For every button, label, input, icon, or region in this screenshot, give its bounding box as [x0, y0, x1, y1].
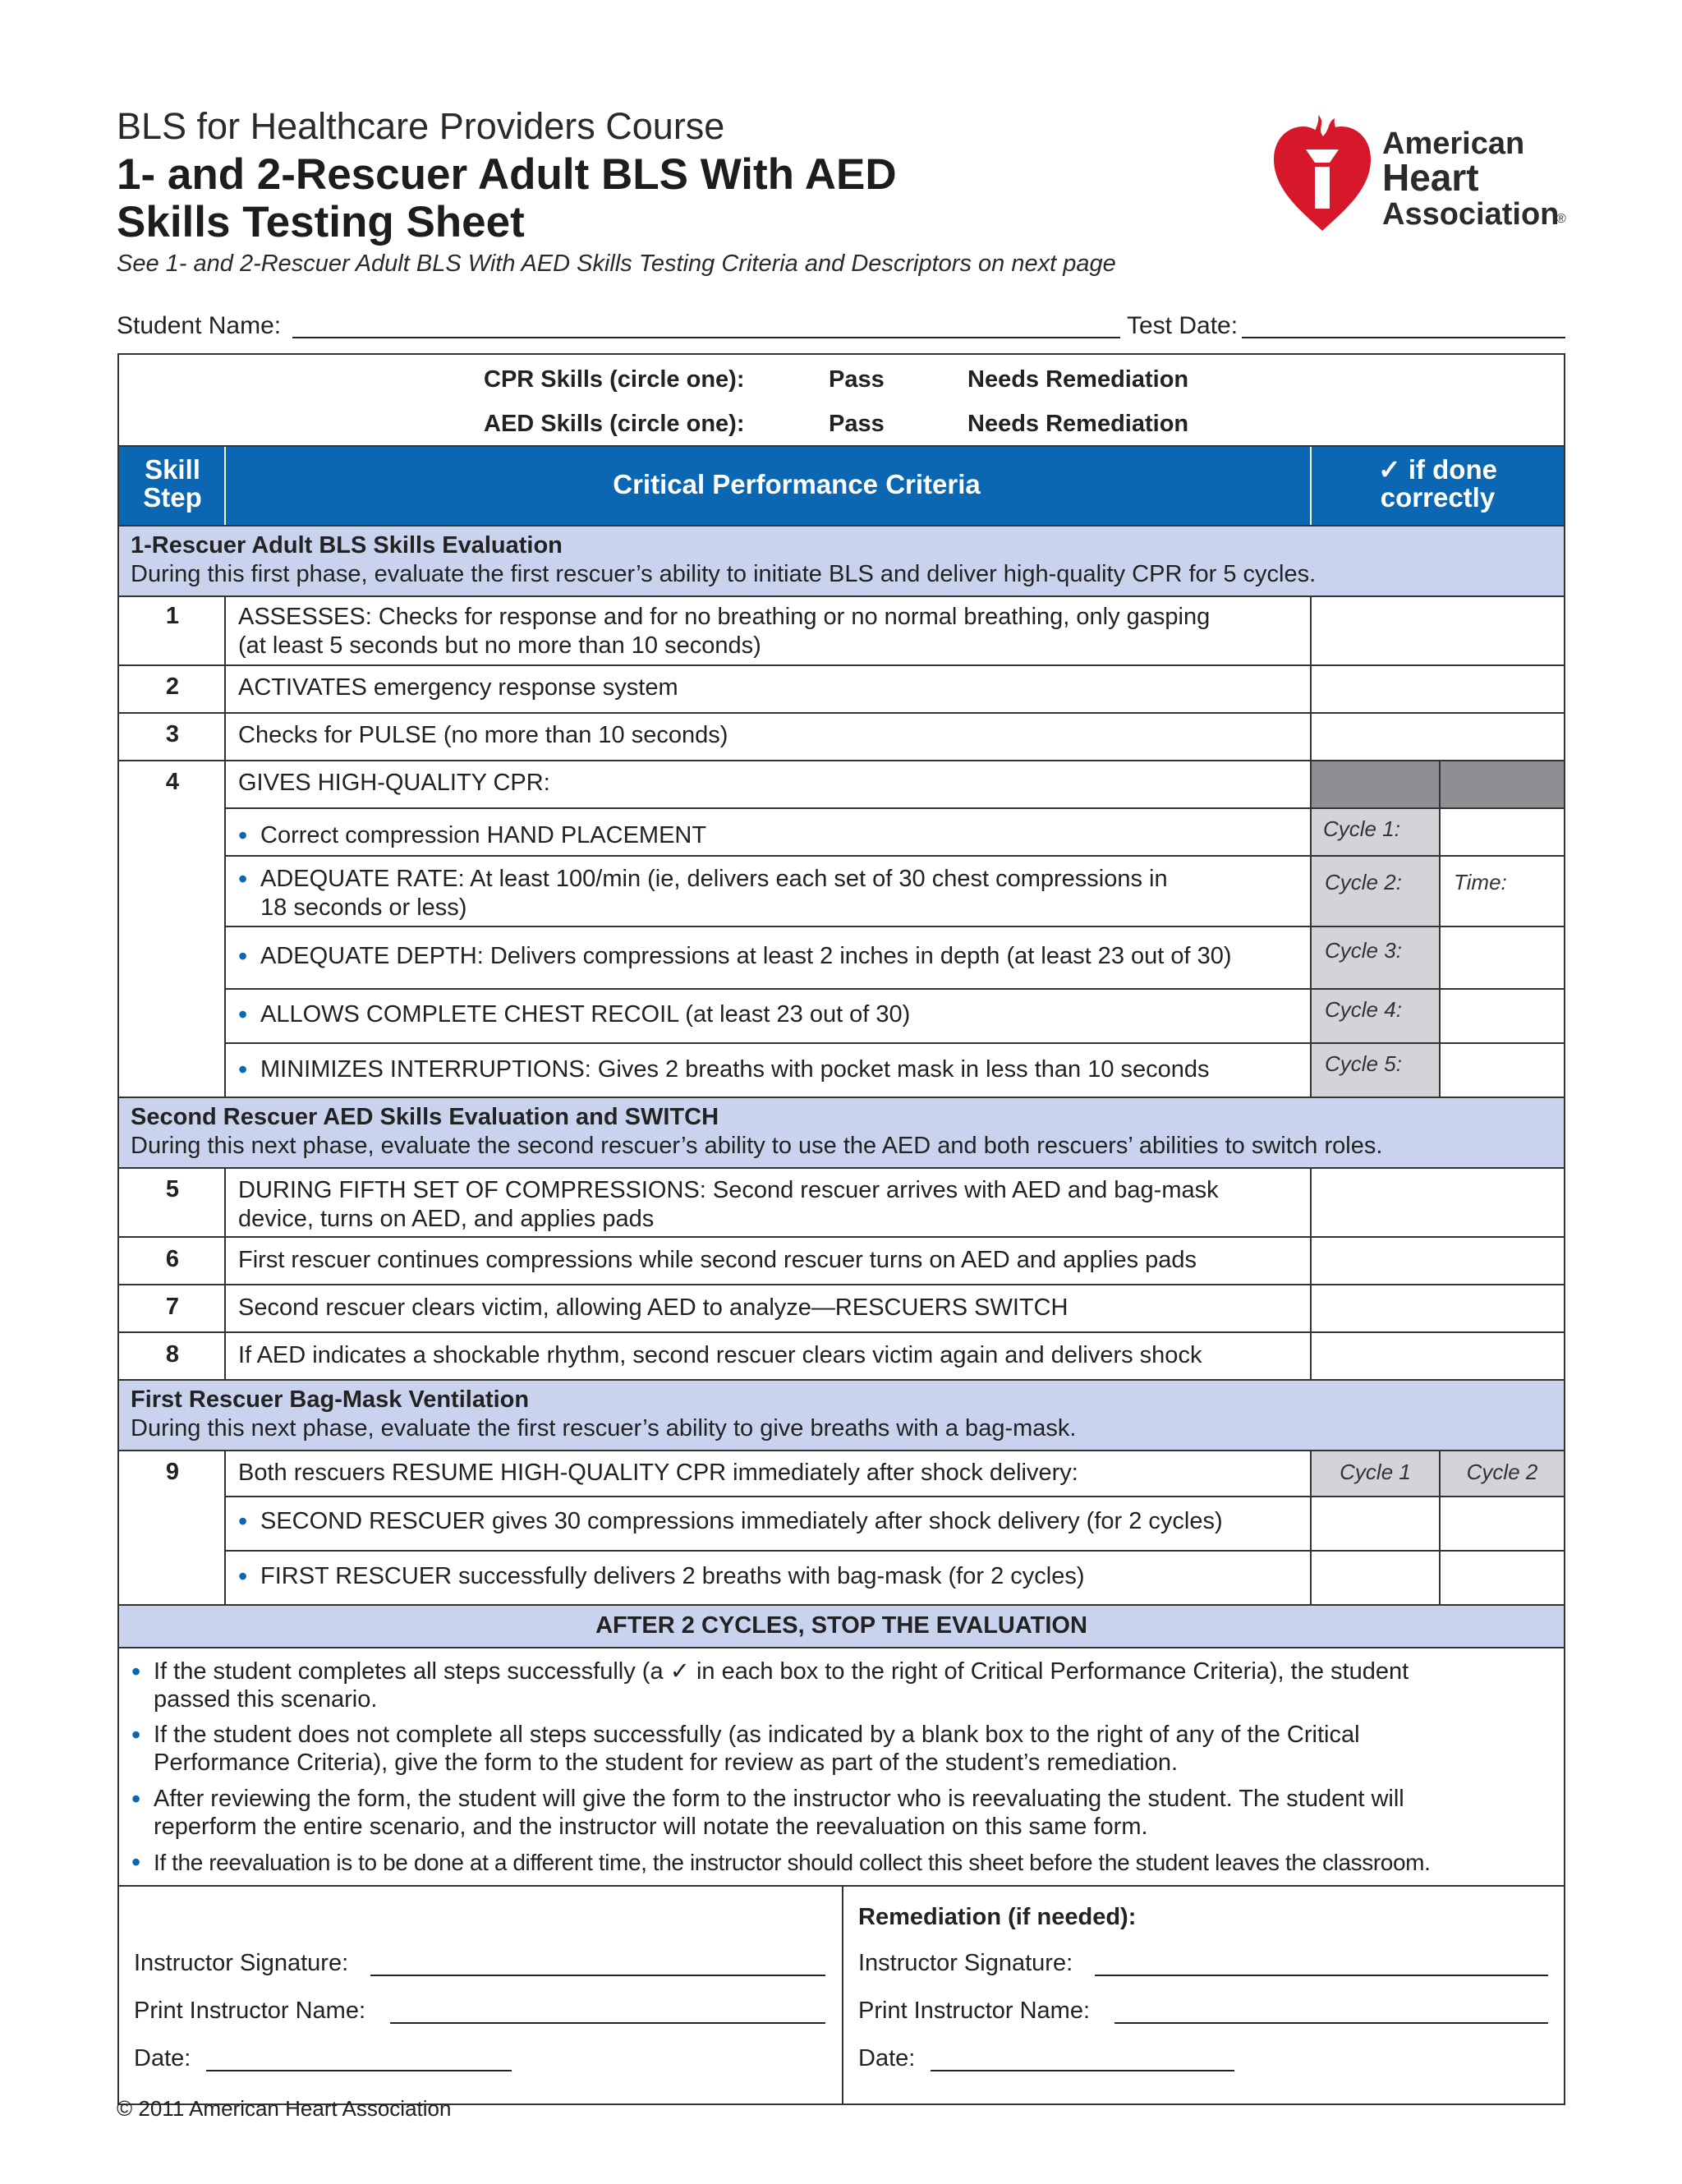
section2-desc: During this next phase, evaluate the second rescuer’s ability to use the AED and both rescuers’ abilities to switch roles. — [131, 1133, 1383, 1159]
print-instructor-name-label: Print Instructor Name: — [134, 1998, 366, 2024]
cycle3-check-box[interactable] — [1441, 927, 1564, 988]
remediation-instructor-signature-input[interactable] — [1095, 1975, 1548, 1976]
header-step-line1: Skill — [145, 454, 200, 485]
step6-text: First rescuer continues compressions while second rescuer turns on AED and applies pads — [238, 1247, 1197, 1273]
note-4: • If the reevaluation is to be done at a different time, the instructor should collect this sheet before the student leaves the classroom. — [154, 1848, 1430, 1877]
step6-check-box[interactable] — [1312, 1238, 1564, 1284]
remediation-print-name-label: Print Instructor Name: — [858, 1998, 1091, 2024]
step7-text: Second rescuer clears victim, allowing AED to analyze—RESCUERS SWITCH — [238, 1294, 1068, 1321]
remediation-print-name-input[interactable] — [1114, 2022, 1548, 2024]
test-date-label: Test Date: — [1127, 312, 1239, 339]
step8-check-box[interactable] — [1312, 1333, 1564, 1379]
stop-text: AFTER 2 CYCLES, STOP THE EVALUATION — [595, 1612, 1087, 1639]
aed-skills-label: AED Skills (circle one): — [484, 411, 745, 437]
registered-mark: ® — [1556, 212, 1566, 226]
remediation-date-label: Date: — [858, 2045, 916, 2071]
section3-desc: During this next phase, evaluate the first rescuer’s ability to give breaths with a bag-mask. — [131, 1415, 1077, 1441]
student-name-label: Student Name: — [117, 312, 282, 339]
cycle5-label: Cycle 5: — [1325, 1051, 1402, 1076]
section-1rescuer — [119, 525, 1564, 595]
step4-grey-cell-right — [1441, 761, 1564, 807]
course-name: BLS for Healthcare Providers Course — [117, 105, 725, 147]
student-name-input[interactable] — [292, 337, 1120, 338]
step9-cycle1-label: Cycle 1 — [1340, 1460, 1411, 1484]
step2-text: ACTIVATES emergency response system — [238, 674, 678, 701]
aed-pass-option[interactable]: Pass — [829, 411, 885, 437]
step3-text: Checks for PULSE (no more than 10 seconds) — [238, 722, 728, 748]
section-bag-mask — [119, 1381, 1564, 1450]
cpr-remediation-option[interactable]: Needs Remediation — [967, 366, 1189, 393]
step9-item2-cycle2-box[interactable] — [1441, 1552, 1564, 1604]
note-3-line2: reperform the entire scenario, and the instructor will notate the reevaluation on this same form. — [154, 1814, 1148, 1840]
step2-check-box[interactable] — [1312, 666, 1564, 712]
step9-item2-cycle1-box[interactable] — [1312, 1552, 1439, 1604]
date-input[interactable] — [206, 2070, 512, 2071]
step9-text: Both rescuers RESUME HIGH-QUALITY CPR immediately after shock delivery: — [238, 1460, 1078, 1486]
step4-text: GIVES HIGH-QUALITY CPR: — [238, 770, 550, 796]
section2-title: Second Rescuer AED Skills Evaluation and SWITCH — [131, 1104, 719, 1130]
section-second-rescuer — [119, 1098, 1564, 1167]
subtitle: See 1- and 2-Rescuer Adult BLS With AED Skills Testing Criteria and Descriptors on next page — [117, 251, 1116, 277]
cpr-item-rate-line2: 18 seconds or less) — [260, 894, 467, 921]
section1-title: 1-Rescuer Adult BLS Skills Evaluation — [131, 532, 563, 559]
cpr-item-hand-placement: • Correct compression HAND PLACEMENT — [260, 821, 706, 850]
cycle3-label: Cycle 3: — [1325, 938, 1402, 963]
aha-logo — [1269, 112, 1573, 235]
cycle4-label: Cycle 4: — [1325, 997, 1402, 1022]
step3-check-box[interactable] — [1312, 714, 1564, 760]
step1-text-line2: (at least 5 seconds but no more than 10 seconds) — [238, 632, 761, 659]
step9-item-second-rescuer: • SECOND RESCUER gives 30 compressions immediately after shock delivery (for 2 cycles) — [260, 1507, 1223, 1536]
cpr-item-rate-line1: • ADEQUATE RATE: At least 100/min (ie, delivers each set of 30 chest compressions in — [260, 865, 1168, 894]
step-number-8: 8 — [165, 1341, 180, 1368]
note-2-line1: • If the student does not complete all steps successfully (as indicated by a blank box to the right of any of the Critical — [154, 1721, 1360, 1749]
instructor-signature-input[interactable] — [370, 1975, 825, 1976]
step-number-9: 9 — [165, 1459, 180, 1485]
step9-cycle2-label: Cycle 2 — [1466, 1460, 1538, 1484]
cycle1-check-box[interactable] — [1441, 809, 1564, 855]
skills-table — [117, 353, 1565, 2105]
cpr-item-interruptions: • MINIMIZES INTERRUPTIONS: Gives 2 breaths with pocket mask in less than 10 seconds — [260, 1055, 1210, 1084]
step9-item1-cycle2-box[interactable] — [1441, 1497, 1564, 1550]
step-number-2: 2 — [165, 674, 180, 700]
step7-check-box[interactable] — [1312, 1285, 1564, 1331]
instructor-signature-label: Instructor Signature: — [134, 1950, 349, 1976]
heart-torch-icon — [1269, 112, 1376, 235]
note-1-line1: • If the student completes all steps successfully (a ✓ in each box to the right of Critical Performance Criteria), the student — [154, 1658, 1409, 1686]
cycle2-time-box[interactable] — [1441, 857, 1564, 926]
note-1-line2: passed this scenario. — [154, 1686, 378, 1713]
stop-banner — [119, 1606, 1564, 1647]
date-label: Date: — [134, 2045, 191, 2071]
copyright-footer: © 2011 American Heart Association — [117, 2096, 452, 2121]
note-2-line2: Performance Criteria), give the form to the student for review as part of the student’s remediation. — [154, 1749, 1179, 1776]
cpr-skills-label: CPR Skills (circle one): — [484, 366, 745, 393]
cycle5-check-box[interactable] — [1441, 1044, 1564, 1097]
step5-check-box[interactable] — [1312, 1169, 1564, 1236]
remediation-label: Remediation (if needed): — [858, 1904, 1137, 1930]
cycle4-check-box[interactable] — [1441, 990, 1564, 1042]
remediation-date-input[interactable] — [931, 2070, 1234, 2071]
step9-item-first-rescuer: • FIRST RESCUER successfully delivers 2 breaths with bag-mask (for 2 cycles) — [260, 1562, 1085, 1591]
step1-text-line1: ASSESSES: Checks for response and for no breathing or no normal breathing, only gasping — [238, 604, 1211, 630]
header-done-line2: correctly — [1380, 482, 1496, 513]
cpr-item-recoil: • ALLOWS COMPLETE CHEST RECOIL (at least 23 out of 30) — [260, 1000, 910, 1029]
step5-text-line2: device, turns on AED, and applies pads — [238, 1206, 655, 1232]
header-step-line2: Step — [143, 482, 202, 513]
cycle2-label: Cycle 2: — [1325, 870, 1402, 894]
step-number-3: 3 — [165, 721, 180, 747]
step1-check-box[interactable] — [1312, 597, 1564, 664]
time-label: Time: — [1454, 870, 1507, 894]
step-number-1: 1 — [165, 603, 180, 629]
section3-title: First Rescuer Bag-Mask Ventilation — [131, 1386, 530, 1413]
step5-text-line1: DURING FIFTH SET OF COMPRESSIONS: Second rescuer arrives with AED and bag-mask — [238, 1177, 1219, 1203]
remediation-instructor-signature-label: Instructor Signature: — [858, 1950, 1073, 1976]
note-3-line1: • After reviewing the form, the student will give the form to the instructor who is reevaluating the student. The student will — [154, 1785, 1404, 1814]
aed-remediation-option[interactable]: Needs Remediation — [967, 411, 1189, 437]
print-instructor-name-input[interactable] — [390, 2022, 825, 2024]
page-title-line1: 1- and 2-Rescuer Adult BLS With AED — [117, 150, 897, 199]
cpr-item-depth: • ADEQUATE DEPTH: Delivers compressions at least 2 inches in depth (at least 23 out of 30) — [260, 942, 1232, 971]
logo-text-american: American — [1382, 126, 1525, 161]
cpr-pass-option[interactable]: Pass — [829, 366, 885, 393]
step4-grey-cell-left — [1312, 761, 1439, 807]
section1-desc: During this first phase, evaluate the first rescuer’s ability to initiate BLS and deliver high-quality CPR for 5 cycles. — [131, 561, 1317, 587]
step-number-4: 4 — [165, 769, 180, 795]
table-header — [119, 447, 1564, 525]
page-title-line2: Skills Testing Sheet — [117, 198, 525, 246]
step8-text: If AED indicates a shockable rhythm, second rescuer clears victim again and delivers shock — [238, 1342, 1202, 1368]
logo-text-heart: Heart — [1382, 156, 1479, 199]
logo-text-association: Association — [1382, 197, 1560, 232]
cycle1-label: Cycle 1: — [1323, 816, 1400, 841]
header-criteria: Critical Performance Criteria — [613, 469, 981, 499]
test-date-input[interactable] — [1242, 337, 1565, 338]
header-done-line1: ✓ if done — [1378, 454, 1497, 485]
step9-item1-cycle1-box[interactable] — [1312, 1497, 1439, 1550]
step-number-7: 7 — [165, 1294, 180, 1320]
step-number-6: 6 — [165, 1246, 180, 1272]
step-number-5: 5 — [165, 1176, 180, 1202]
